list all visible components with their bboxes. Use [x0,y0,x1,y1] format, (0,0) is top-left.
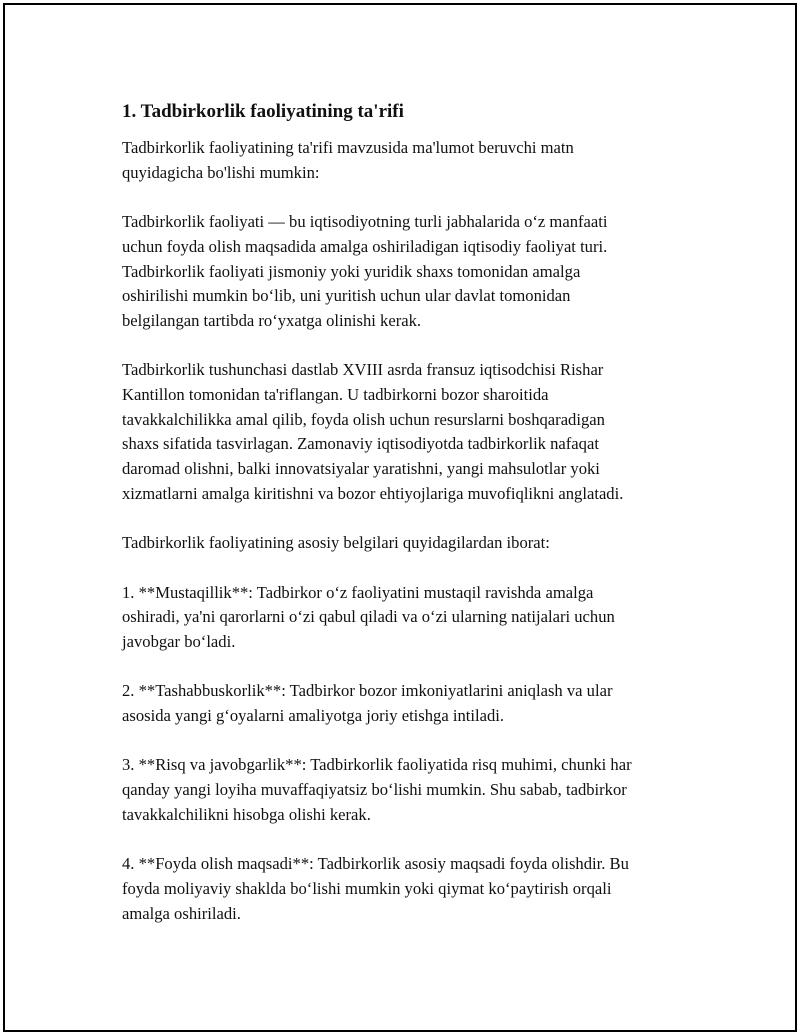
history-paragraph: Tadbirkorlik tushunchasi dastlab XVIII asrda fransuz iqtisodchisi Rishar Kantillon tomonidan ta'riflangan. U tadbirkorni bozor sharoitida tavakkalchilikka amal qilib, foyda olish uchun resurslarni boshqaradigan shaxs sifatida tasvirlagan. Zamonaviy iqtisodiyotda tadbirkorlik nafaqat daromad olishni, balki innovatsiyalar yaratishni, yangi mahsulotlar yoki xizmatlarni amalga kiritishni va bozor ehtiyojlariga muvofiqlikni anglatadi. [122,360,624,503]
feature-item-risk: 3. **Risq va javobgarlik**: Tadbirkorlik faoliyatida risq muhimi, chunki har qanday yangi loyiha muvaffaqiyatsiz bo‘lishi mumkin. Shu sabab, tadbirkor tavakkalchilikni hisobga olishi kerak. [122,755,632,824]
section-heading: 1. Tadbirkorlik faoliyatining ta'rifi [122,101,404,122]
definition-paragraph: Tadbirkorlik faoliyati — bu iqtisodiyotning turli jabhalarida o‘z manfaati uchun foyda olish maqsadida amalga oshiriladigan iqtisodiy faoliyat turi. Tadbirkorlik faoliyati jismoniy yoki yuridik shaxs tomonidan amalga oshirilishi mumkin bo‘lib, uni yuritish uchun ular davlat tomonidan belgilangan tartibda ro‘yxatga olinishi kerak. [122,212,608,330]
intro-paragraph: Tadbirkorlik faoliyatining ta'rifi mavzusida ma'lumot beruvchi matn quyidagicha bo'lishi mumkin: [122,138,574,182]
feature-item-initiative: 2. **Tashabbuskorlik**: Tadbirkor bozor imkoniyatlarini aniqlash va ular asosida yangi g‘oyalarni amaliyotga joriy etishga intiladi. [122,681,613,726]
feature-item-profit: 4. **Foyda olish maqsadi**: Tadbirkorlik asosiy maqsadi foyda olishdir. Bu foyda moliyaviy shaklda bo‘lishi mumkin yoki qiymat ko‘paytirish orqali amalga oshiriladi. [122,854,629,923]
page-frame [3,3,797,1032]
features-intro-paragraph: Tadbirkorlik faoliyatining asosiy belgilari quyidagilardan iborat: [122,533,550,553]
document-body [122,99,712,926]
feature-item-independence: 1. **Mustaqillik**: Tadbirkor o‘z faoliyatini mustaqil ravishda amalga oshiradi, ya'ni qarorlarni o‘zi qabul qiladi va o‘zi ularning natijalari uchun javobgar bo‘ladi. [122,582,615,651]
